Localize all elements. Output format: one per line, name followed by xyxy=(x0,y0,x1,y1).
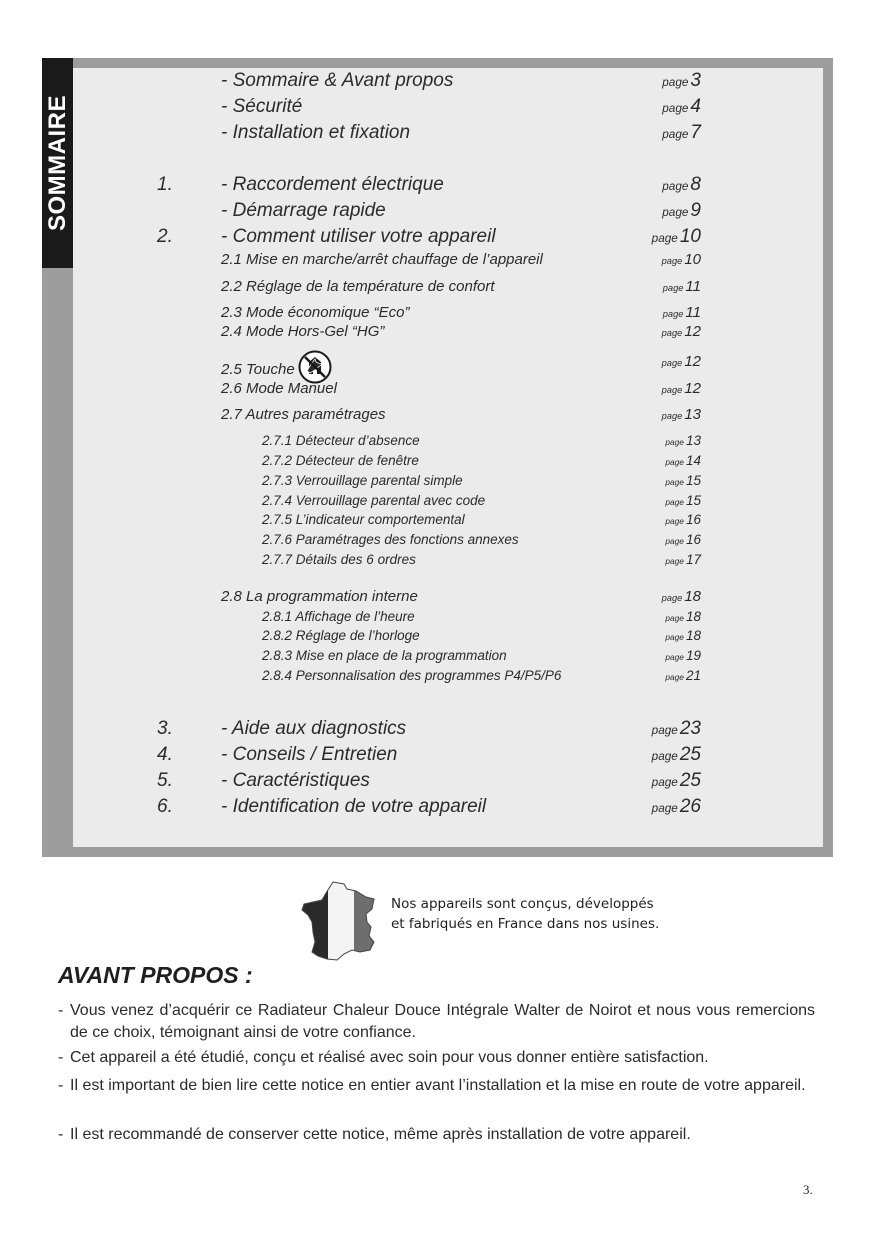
made-in-france-note xyxy=(391,894,659,934)
toc-entry-page xyxy=(652,718,701,740)
toc-entry-page xyxy=(652,744,701,766)
page-number-ref: 18 xyxy=(685,609,701,624)
toc-entry-label xyxy=(262,628,420,643)
page-number-ref: 12 xyxy=(684,380,701,397)
toc-entry xyxy=(0,552,875,572)
toc-entry-label-text: 2.8.1 Affichage de l’heure xyxy=(262,609,415,624)
toc-entry xyxy=(0,200,875,220)
page-word: page xyxy=(665,613,684,623)
toc-entry-label xyxy=(262,532,519,547)
page-word: page xyxy=(662,76,689,89)
page-word: page xyxy=(665,477,684,487)
toc-entry-label xyxy=(221,96,302,118)
toc-entry xyxy=(0,628,875,648)
toc-entry-label-text: 2.8.3 Mise en place de la programmation xyxy=(262,648,507,663)
page-word: page xyxy=(662,309,684,319)
toc-entry xyxy=(0,226,875,246)
page-number-ref: 18 xyxy=(684,588,701,605)
toc-entry-label-text: 2.2 Réglage de la température de confort xyxy=(221,278,495,295)
toc-entry-label-text: - Conseils / Entretien xyxy=(221,744,398,765)
toc-entry-label-text: - Sécurité xyxy=(221,96,303,117)
toc-entry xyxy=(0,609,875,629)
toc-entry-label xyxy=(221,174,444,196)
toc-entry xyxy=(0,512,875,532)
page-word: page xyxy=(665,652,684,662)
page-word: page xyxy=(661,411,683,421)
toc-entry-number: 1. xyxy=(157,174,173,195)
page-number-ref: 11 xyxy=(685,278,701,295)
toc-entry-page xyxy=(662,323,701,340)
toc-entry xyxy=(0,588,875,608)
toc-entry xyxy=(0,251,875,271)
toc-entry xyxy=(0,304,875,324)
toc-entry-label-text: - Identification de votre appareil xyxy=(221,796,487,817)
toc-entry xyxy=(0,493,875,513)
toc-entry-page xyxy=(662,406,701,423)
toc-entry xyxy=(0,796,875,816)
toc-entry-label-text: 2.7.1 Détecteur d’absence xyxy=(262,433,420,448)
toc-entry-label-text: 2.7.2 Détecteur de fenêtre xyxy=(262,453,419,468)
page-number-ref: 10 xyxy=(684,251,701,268)
toc-entry-label-text: 2.4 Mode Hors-Gel “HG” xyxy=(221,323,385,340)
page-word: page xyxy=(662,180,689,193)
toc-entry xyxy=(0,718,875,738)
toc-entry-label xyxy=(221,406,386,423)
toc-entry-label-text: 2.1 Mise en marche/arrêt chauffage de l’appareil xyxy=(221,251,543,268)
toc-entry-label-text: - Aide aux diagnostics xyxy=(221,718,407,739)
toc-entry-page xyxy=(663,278,701,295)
toc-entry-number: 5. xyxy=(157,770,173,791)
page-word: page xyxy=(651,724,678,737)
avant-propos-bullet xyxy=(58,1047,815,1069)
toc-entry-label xyxy=(221,70,453,92)
bullet-dash: - xyxy=(58,1002,64,1019)
page-word: page xyxy=(665,672,684,682)
toc-entry-page xyxy=(665,609,701,624)
made-in-france-line-1: Nos appareils sont conçus, développés xyxy=(391,896,654,912)
page-number-ref: 11 xyxy=(685,304,701,321)
page-number-ref: 25 xyxy=(679,770,701,791)
ventilo-icon xyxy=(298,350,332,384)
page-number-ref: 3 xyxy=(690,70,701,91)
toc-entry-page xyxy=(652,770,701,792)
bullet-text: Il est recommandé de conserver cette notice, même après installation de votre appareil. xyxy=(70,1126,691,1143)
toc-entry-label xyxy=(262,668,561,683)
toc-entry-page xyxy=(662,588,701,605)
toc-entry-label-text: 2.3 Mode économique “Eco” xyxy=(221,304,410,321)
toc-entry-page xyxy=(665,648,701,663)
toc-entry-label xyxy=(221,796,486,818)
toc-entry-label-text: 2.7.5 L’indicateur comportemental xyxy=(262,512,465,527)
page-number-ref: 15 xyxy=(685,473,701,488)
avant-propos-bullet xyxy=(58,1124,815,1146)
toc-entry xyxy=(0,278,875,298)
page-word: page xyxy=(665,536,684,546)
page-number-ref: 25 xyxy=(679,744,701,765)
toc-entry xyxy=(0,174,875,194)
toc-entry-label xyxy=(221,200,386,222)
avant-propos-bullet xyxy=(58,1075,815,1097)
toc-entry-page xyxy=(665,552,701,567)
page-number-ref: 19 xyxy=(685,648,701,663)
toc-entry xyxy=(0,70,875,90)
toc-entry xyxy=(0,473,875,493)
toc-entry xyxy=(0,532,875,552)
page-word: page xyxy=(661,328,683,338)
toc-entry xyxy=(0,744,875,764)
bullet-text: Cet appareil a été étudié, conçu et réalisé avec soin pour vous donner entière satisfaction. xyxy=(70,1049,709,1066)
page-number-ref: 15 xyxy=(685,493,701,508)
toc-entry-number: 3. xyxy=(157,718,173,739)
toc-entry xyxy=(0,453,875,473)
toc-entry-label-text: 2.8 La programmation interne xyxy=(221,588,418,605)
page-word: page xyxy=(661,385,683,395)
toc-entry-label xyxy=(221,588,418,605)
page-word: page xyxy=(651,776,678,789)
page-number-ref: 8 xyxy=(690,174,701,195)
page-word: page xyxy=(651,802,678,815)
toc-entry-label xyxy=(221,251,543,268)
toc-entry-label-text: - Installation et fixation xyxy=(221,122,411,143)
page-word: page xyxy=(665,437,684,447)
page-number-ref: 26 xyxy=(679,796,701,817)
toc-entry-number: 4. xyxy=(157,744,173,765)
toc-entry-label xyxy=(262,648,507,663)
page-number-ref: 13 xyxy=(685,433,701,448)
toc-entry-label xyxy=(221,718,406,740)
page-number-ref: 16 xyxy=(685,512,701,527)
page-number-ref: 4 xyxy=(690,96,701,117)
toc-entry-page xyxy=(665,493,701,508)
toc-entry-label xyxy=(221,278,495,295)
toc-entry xyxy=(0,353,875,378)
toc-entry-page xyxy=(652,226,701,248)
toc-entry xyxy=(0,406,875,426)
toc-entry-label xyxy=(221,744,397,766)
toc-entry-page xyxy=(662,70,701,92)
page-word: page xyxy=(651,750,678,763)
bullet-dash: - xyxy=(58,1126,64,1143)
toc-entry-label-text: 2.5 Touche xyxy=(221,360,295,378)
bullet-dash: - xyxy=(58,1049,64,1066)
page-word: page xyxy=(661,358,683,368)
toc-entry-page xyxy=(665,668,701,683)
toc-entry-label-text: 2.8.4 Personnalisation des programmes P4/P5/P6 xyxy=(262,668,562,683)
page-number-ref: 12 xyxy=(684,353,701,370)
page-number-ref: 7 xyxy=(690,122,701,143)
toc-entry-label-text: 2.7.7 Détails des 6 ordres xyxy=(262,552,416,567)
toc-entry xyxy=(0,323,875,343)
bullet-dash: - xyxy=(58,1077,64,1094)
toc-entry-label xyxy=(262,493,485,508)
toc-entry-page xyxy=(665,512,701,527)
page-word: page xyxy=(651,232,678,245)
page-word: page xyxy=(662,128,689,141)
made-in-france-line-2: et fabriqués en France dans nos usines. xyxy=(391,916,660,932)
toc-entry xyxy=(0,770,875,790)
avant-propos-bullet xyxy=(58,1000,815,1044)
page-number-ref: 18 xyxy=(685,628,701,643)
toc-entry-label-text: - Comment utiliser votre appareil xyxy=(221,226,496,247)
toc-entry-label xyxy=(262,609,415,624)
page-number-ref: 23 xyxy=(679,718,701,739)
toc-entry-page xyxy=(665,473,701,488)
toc-entry-label xyxy=(262,433,420,448)
page-number-ref: 14 xyxy=(685,453,701,468)
toc-entry-label xyxy=(221,304,409,321)
toc-entry-page xyxy=(662,380,701,397)
toc-entry-label-text: - Sommaire & Avant propos xyxy=(221,70,454,91)
toc-entry-label xyxy=(221,122,410,144)
toc-entry-label xyxy=(221,226,496,248)
page-word: page xyxy=(665,632,684,642)
page-word: page xyxy=(662,206,689,219)
page-word: page xyxy=(665,516,684,526)
toc-entry-page xyxy=(662,353,701,370)
page-number-ref: 10 xyxy=(679,226,701,247)
avant-propos-title: AVANT PROPOS : xyxy=(58,962,253,988)
toc-entry xyxy=(0,433,875,453)
toc-entry-number: 2. xyxy=(157,226,173,247)
page-word: page xyxy=(665,457,684,467)
toc-entry-label xyxy=(262,512,465,527)
toc-entry-number: 6. xyxy=(157,796,173,817)
page-number-ref: 13 xyxy=(684,406,701,423)
toc-entry xyxy=(0,96,875,116)
toc-entry-page xyxy=(662,251,701,268)
toc-entry-page xyxy=(665,628,701,643)
toc-entry-label-text: 2.7.3 Verrouillage parental simple xyxy=(262,473,463,488)
toc-entry-label-text: - Caractéristiques xyxy=(221,770,370,791)
toc-entry xyxy=(0,668,875,688)
page-number-ref: 9 xyxy=(690,200,701,221)
toc-entry-page xyxy=(663,304,701,321)
toc-entry-page xyxy=(662,200,701,222)
toc-entry-label-text: - Raccordement électrique xyxy=(221,174,444,195)
toc-entry-label-text: 2.8.2 Réglage de l’horloge xyxy=(262,628,420,643)
toc-entry-label-text: 2.7 Autres paramétrages xyxy=(221,406,386,423)
page-number-ref: 17 xyxy=(685,552,701,567)
toc-entry-page xyxy=(665,453,701,468)
toc-entry-label xyxy=(221,323,384,340)
toc-entry-label-text: 2.7.6 Paramétrages des fonctions annexes xyxy=(262,532,519,547)
toc-entry xyxy=(0,122,875,142)
toc-entry-label-text: - Démarrage rapide xyxy=(221,200,386,221)
bullet-text: Il est important de bien lire cette notice en entier avant l’installation et la mise en route de votre appareil. xyxy=(70,1077,806,1094)
toc-entry-page xyxy=(652,796,701,818)
bullet-text: Vous venez d’acquérir ce Radiateur Chaleur Douce Intégrale Walter de Noirot et nous vous remercions de ce choix, témoignant ainsi de votre confiance. xyxy=(70,1002,815,1041)
toc-entry-page xyxy=(665,532,701,547)
page-word: page xyxy=(665,556,684,566)
toc-entry xyxy=(0,380,875,400)
toc-entry-page xyxy=(662,96,701,118)
toc-entry-page xyxy=(665,433,701,448)
toc-entry-label xyxy=(262,453,419,468)
page-number-ref: 21 xyxy=(685,668,701,683)
page-word: page xyxy=(665,497,684,507)
toc-entry-label-text: 2.6 Mode Manuel xyxy=(221,380,337,397)
page-number-ref: 12 xyxy=(684,323,701,340)
page-word: page xyxy=(661,593,683,603)
sommaire-label: SOMMAIRE xyxy=(43,95,71,231)
page-word: page xyxy=(662,283,684,293)
toc-entry-page xyxy=(662,174,701,196)
toc-entry-page xyxy=(662,122,701,144)
toc-entry-label xyxy=(221,380,337,397)
toc-entry-label xyxy=(262,552,416,567)
toc-entry xyxy=(0,648,875,668)
toc-entry-label xyxy=(262,473,463,488)
page-word: page xyxy=(662,102,689,115)
toc-entry-label-text: 2.7.4 Verrouillage parental avec code xyxy=(262,493,486,508)
page-number-ref: 16 xyxy=(685,532,701,547)
page-number: 3. xyxy=(803,1182,813,1197)
page-word: page xyxy=(661,256,683,266)
france-map-icon xyxy=(300,880,382,962)
toc-entry-label xyxy=(221,770,370,792)
